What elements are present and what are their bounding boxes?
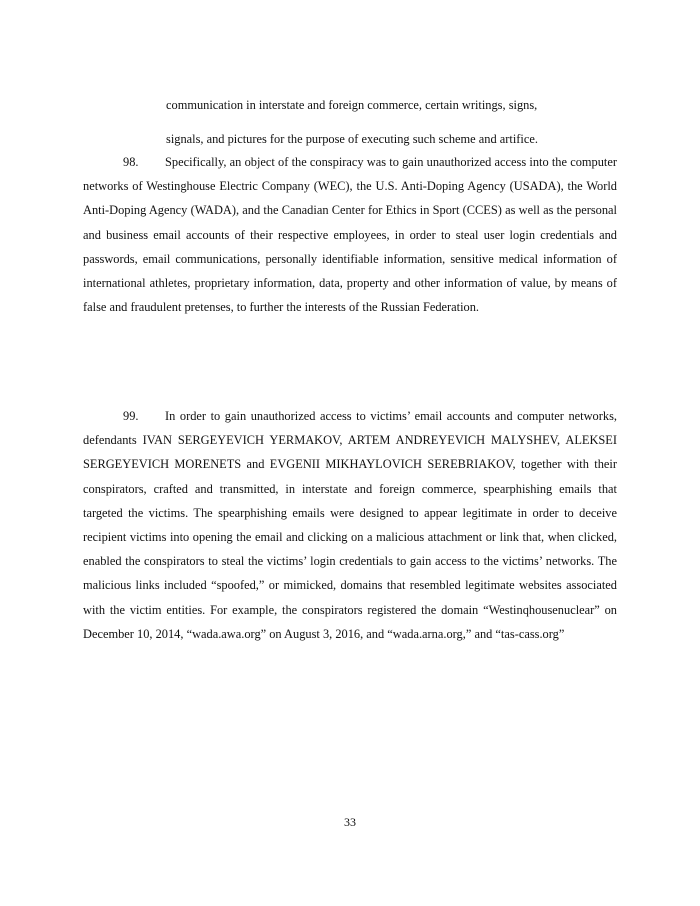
page-number: 33: [344, 815, 356, 829]
paragraph-number: 98.: [123, 155, 139, 169]
paragraph-text: In order to gain unauthorized access to victims’ email accounts and computer networks, defendants IVAN SERGEYEVICH YERMAKOV, ARTEM ANDREYEVICH MALYSHEV, ALEKSEI SERGEYEVICH MORENETS and EVGENII MIKHAYLOVICH SEREBRIAKOV, together with their conspirators, crafted and transmitted, in interstate and foreign commerce, spearphishing emails that targeted the victims. The spearphishing emails were designed to appear legitimate in order to deceive recipient victims into opening the email and clicking on a malicious attachment or link that, when clicked, enabled the conspirators to steal the victims’ login credentials to gain access to the victims’ networks. The malicious links included “spoofed,” or mimicked, domains that resembled legitimate websites associated with the victim entities. For example, the conspirators registered the domain “Westinqhousenuclear” on December 10, 2014, “wada.awa.org” on August 3, 2016, and “wada.arna.org,” and “tas-cass.org”: [83, 409, 617, 641]
paragraph-text: Specifically, an object of the conspiracy was to gain unauthorized access into the computer networks of Westinghouse Electric Company (WEC), the U.S. Anti-Doping Agency (USADA), the World Anti-Doping Agency (WADA), and the Canadian Center for Ethics in Sport (CCES) as well as the personal and business email accounts of their respective employees, in order to steal user login credentials and passwords, email communications, personally identifiable information, sensitive medical information of international athletes, proprietary information, data, property and other information of value, by means of false and fraudulent pretenses, to further the interests of the Russian Federation.: [83, 155, 617, 315]
quote-line: communication in interstate and foreign commerce, certain writings, signs,: [166, 98, 538, 112]
quote-line: signals, and pictures for the purpose of executing such scheme and artifice.: [166, 131, 538, 146]
paragraph-98: [83, 150, 617, 319]
block-quote: [166, 89, 626, 156]
paragraph-99: [83, 404, 617, 646]
paragraph-number: 99.: [123, 409, 139, 423]
